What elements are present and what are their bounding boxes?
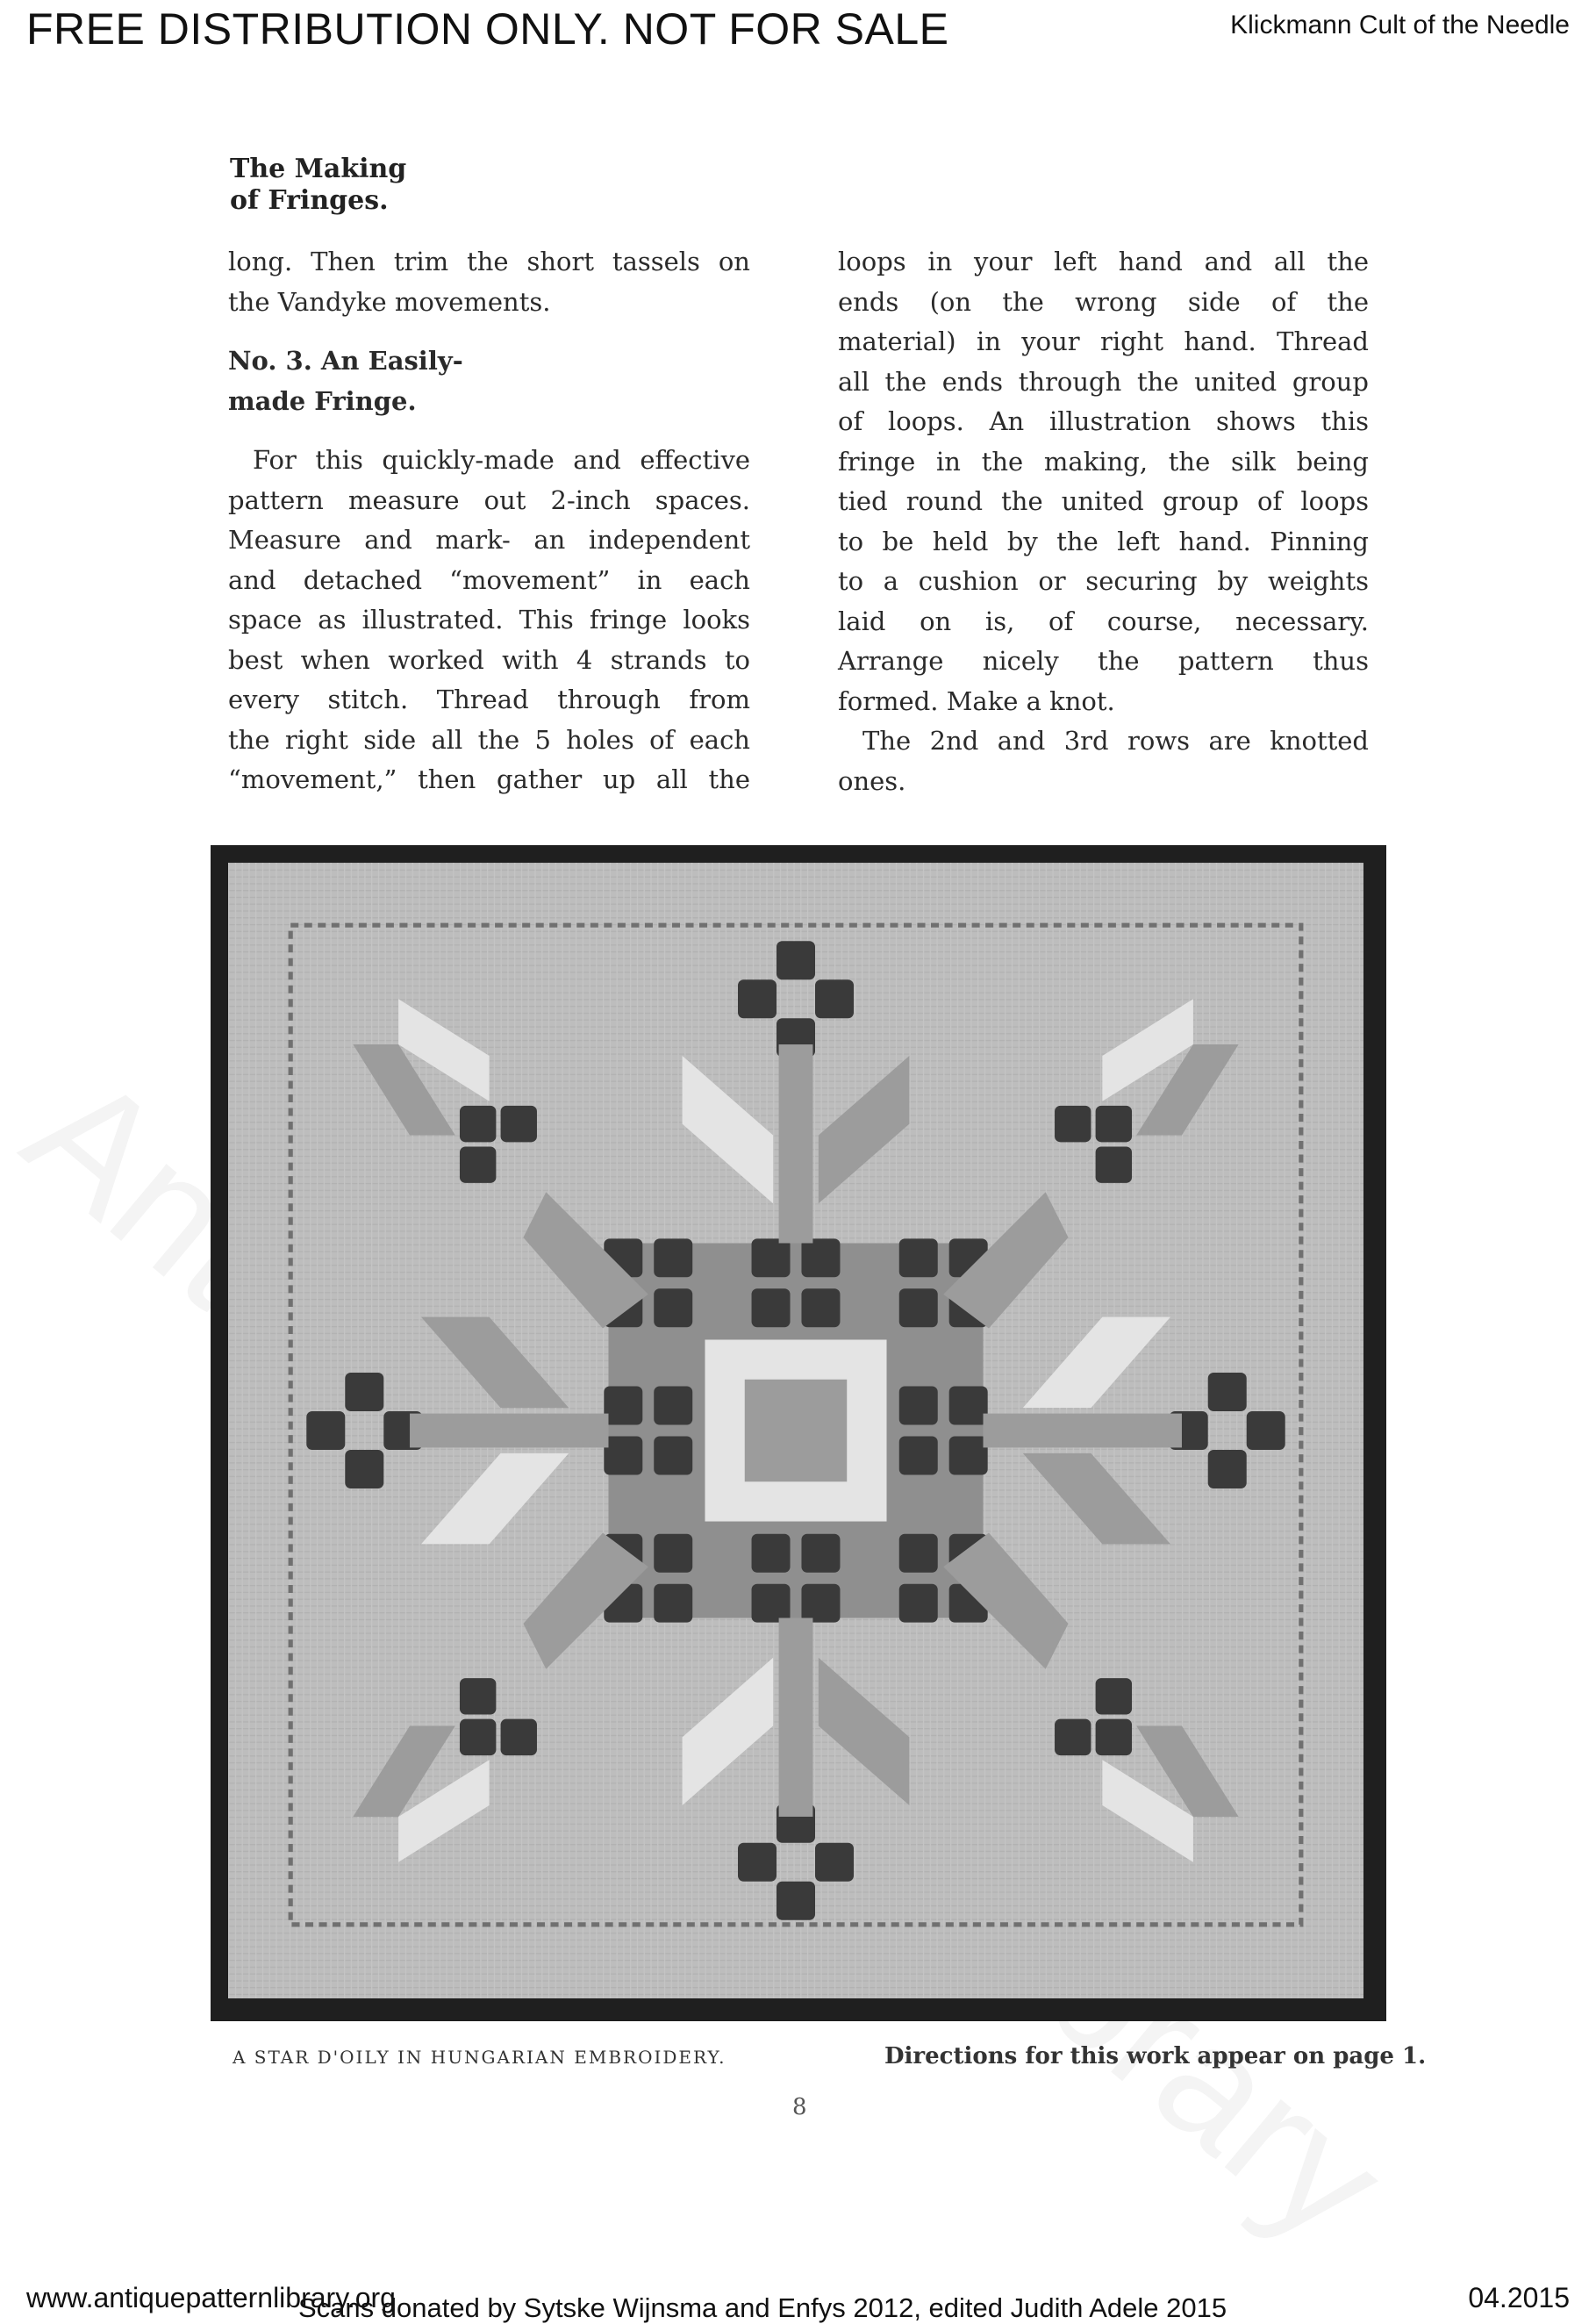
arm-stem (410, 1414, 608, 1448)
cutwork-square (1096, 1147, 1132, 1183)
cutwork-square (1055, 1106, 1091, 1142)
cutwork-square (752, 1238, 791, 1277)
cutwork-square (801, 1288, 840, 1327)
cutwork-square (899, 1584, 938, 1623)
body-line: laid on is, of course, necessary. (838, 606, 1369, 636)
cutwork-square (738, 1843, 777, 1882)
cutwork-square (345, 1373, 383, 1411)
body-line: to a cushion or securing by weights (838, 566, 1369, 596)
arm-stem (984, 1414, 1182, 1448)
doily-photograph (211, 845, 1386, 2021)
cutwork-square (899, 1288, 938, 1327)
cutwork-square (899, 1436, 938, 1474)
body-line: space as illustrated. This fringe looks (228, 605, 750, 635)
right-text-column (838, 242, 1369, 801)
subheading: No. 3. An Easily- (228, 346, 463, 376)
cutwork-square (654, 1534, 692, 1573)
body-line: “movement,” then gather up all the (228, 764, 750, 794)
cutwork-square (801, 1584, 840, 1623)
cutwork-square (345, 1450, 383, 1488)
cutwork-square (949, 1436, 988, 1474)
cutwork-square (604, 1387, 642, 1425)
cutwork-square (604, 1436, 642, 1474)
figure-caption: A STAR D'OILY IN HUNGARIAN EMBROIDERY. (233, 2047, 726, 2068)
arm-stem (779, 1044, 813, 1243)
cutwork-square (949, 1387, 988, 1425)
cutwork-square (1208, 1450, 1247, 1488)
cutwork-square (815, 979, 854, 1018)
body-line: ones. (838, 765, 906, 796)
cutwork-square (654, 1436, 692, 1474)
body-line: Arrange nicely the pattern thus (838, 646, 1369, 676)
body-line: The 2nd and 3rd rows are knotted (862, 726, 1369, 756)
cutwork-square (1208, 1373, 1247, 1411)
cutwork-square (899, 1534, 938, 1573)
arm-stem (779, 1618, 813, 1817)
central-inner-square (745, 1380, 847, 1481)
cutwork-square (1096, 1678, 1132, 1714)
cutwork-square (1096, 1719, 1132, 1755)
cutwork-square (752, 1288, 791, 1327)
figure-directions-note: Directions for this work appear on page 1. (884, 2043, 1427, 2069)
body-line: loops in your left hand and all the (838, 247, 1369, 276)
header-distribution-notice: FREE DISTRIBUTION ONLY. NOT FOR SALE (26, 4, 949, 54)
body-line: tied round the united group of loops (838, 486, 1369, 516)
body-line: and detached “movement” in each (228, 564, 750, 595)
footer-scan-credit: Scans donated by Sytske Wijnsma and Enfys 2012, edited Judith Adele 2015 (298, 2292, 1227, 2323)
cutwork-square (460, 1678, 496, 1714)
cutwork-square (460, 1719, 496, 1755)
cutwork-square (899, 1387, 938, 1425)
cutwork-square (899, 1238, 938, 1277)
body-line: long. Then trim the short tassels on (228, 247, 750, 276)
body-line: the right side all the 5 holes of each (228, 724, 750, 755)
body-line: formed. Make a knot. (838, 685, 1115, 716)
cutwork-square (1247, 1411, 1285, 1450)
body-line: ends (on the wrong side of the (838, 286, 1369, 317)
cutwork-square (738, 979, 777, 1018)
body-line: of loops. An illustration shows this (838, 406, 1369, 436)
header-publication-title: Klickmann Cult of the Needle (1230, 11, 1570, 39)
body-line: to be held by the left hand. Pinning (838, 526, 1369, 556)
footer-website-url: www.antiquepatternlibrary.org (26, 2282, 396, 2313)
body-line: all the ends through the united group (838, 366, 1369, 397)
cutwork-square (460, 1147, 496, 1183)
cutwork-square (1096, 1106, 1132, 1142)
cutwork-square (654, 1238, 692, 1277)
subheading: made Fringe. (228, 385, 417, 416)
cutwork-square (654, 1584, 692, 1623)
cutwork-square (752, 1534, 791, 1573)
cutwork-square (306, 1411, 345, 1450)
footer-date: 04.2015 (1468, 2282, 1570, 2313)
left-text-column (228, 242, 750, 800)
cutwork-square (460, 1106, 496, 1142)
cutwork-square (777, 1882, 815, 1920)
section-title-line: of Fringes. (230, 185, 389, 216)
section-title (230, 154, 406, 217)
body-line: best when worked with 4 strands to (228, 644, 750, 675)
page-number: 8 (792, 2094, 807, 2120)
body-line: material) in your right hand. Thread (838, 326, 1369, 356)
section-title-line: The Making (230, 154, 407, 184)
hungarian-embroidery-doily-image (228, 863, 1363, 1998)
body-line: the Vandyke movements. (228, 286, 551, 317)
body-line: pattern measure out 2-inch spaces. (228, 484, 750, 515)
cutwork-square (815, 1843, 854, 1882)
body-line: Measure and mark- an independent (228, 525, 750, 555)
cutwork-square (752, 1584, 791, 1623)
body-line: fringe in the making, the silk being (838, 446, 1369, 477)
cutwork-square (801, 1238, 840, 1277)
body-line: For this quickly-made and effective (253, 445, 750, 475)
cutwork-square (501, 1719, 537, 1755)
cutwork-square (654, 1387, 692, 1425)
body-line: every stitch. Thread through from (228, 685, 750, 714)
cutwork-square (501, 1106, 537, 1142)
cutwork-square (777, 941, 815, 979)
cutwork-square (654, 1288, 692, 1327)
cutwork-square (801, 1534, 840, 1573)
cutwork-square (1055, 1719, 1091, 1755)
